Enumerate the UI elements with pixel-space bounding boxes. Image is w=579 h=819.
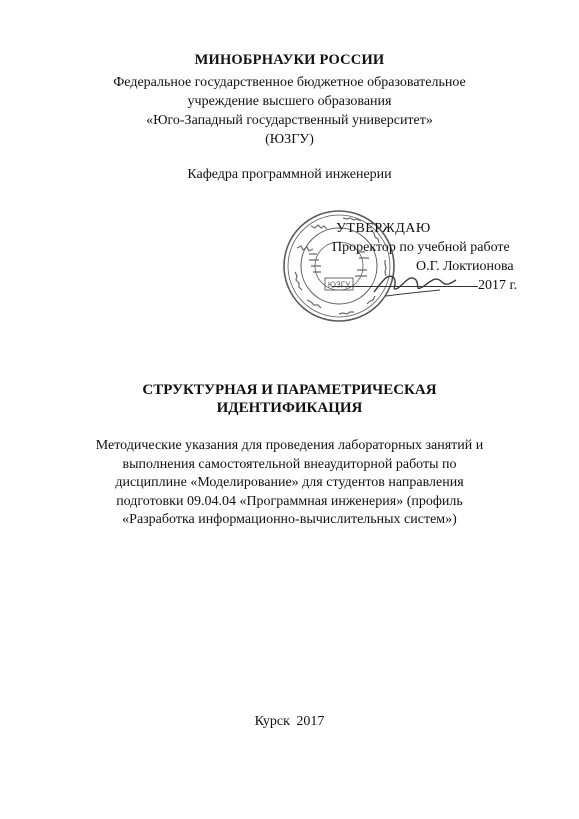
seal-label: ЮЗГУ xyxy=(327,280,351,290)
title-line: СТРУКТУРНАЯ И ПАРАМЕТРИЧЕСКАЯ xyxy=(142,382,437,398)
description-line: подготовки 09.04.04 «Программная инженерия» (профиль xyxy=(116,493,463,509)
org-line: «Юго-Западный государственный университет» xyxy=(146,113,433,128)
approval-position: Проректор по учебной работе xyxy=(332,240,510,255)
org-line: Федеральное государственное бюджетное образовательное xyxy=(113,75,466,90)
handwritten-signature xyxy=(370,262,460,302)
description-line: Методические указания для проведения лабораторных занятий и xyxy=(95,438,484,453)
approval-date-year: 2017 г. xyxy=(478,278,518,293)
document-title xyxy=(0,381,579,417)
description-line: дисциплине «Моделирование» для студентов направления xyxy=(115,475,464,490)
approval-word: УТВЕРЖДАЮ xyxy=(336,221,431,236)
title-line: ИДЕНТИФИКАЦИЯ xyxy=(216,400,363,416)
description-line: выполнения самостоятельной внеаудиторной работы по xyxy=(122,456,457,472)
description-line: «Разработка информационно-вычислительных систем») xyxy=(122,512,457,527)
approval-signer: О.Г. Локтионова xyxy=(416,259,514,274)
department-name: Кафедра программной инженерии xyxy=(187,167,392,182)
org-line: (ЮЗГУ) xyxy=(265,132,314,147)
place-and-year: Курск 2017 xyxy=(254,714,325,729)
document-description xyxy=(0,437,579,530)
org-line: учреждение высшего образования xyxy=(187,94,392,109)
university-name-block xyxy=(0,73,579,149)
ministry-heading: МИНОБРНАУКИ РОССИИ xyxy=(194,52,385,68)
